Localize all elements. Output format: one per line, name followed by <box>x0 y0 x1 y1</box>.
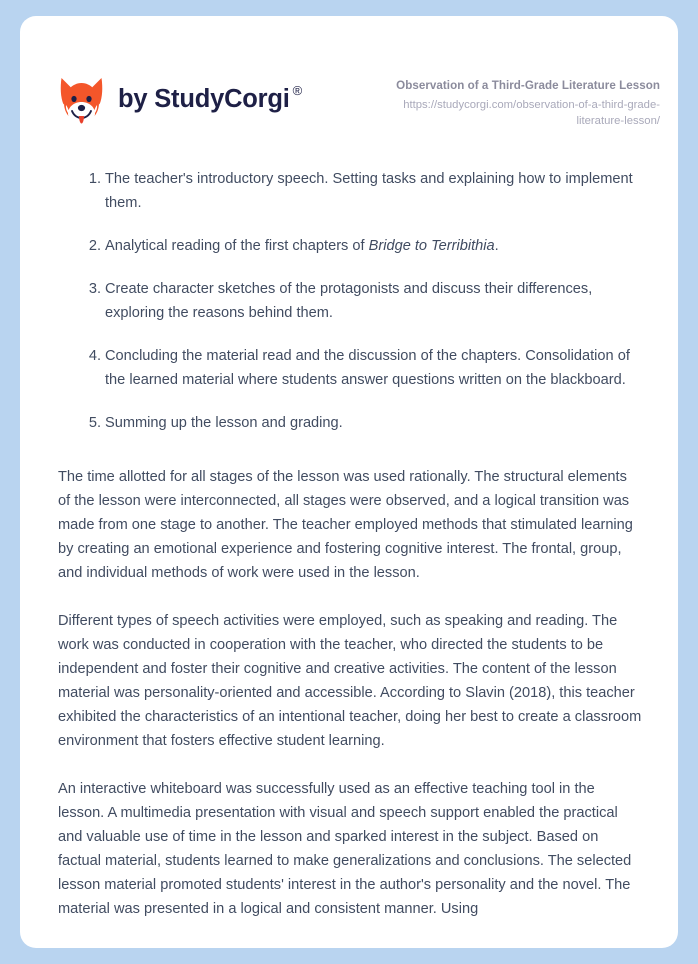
list-item-number: 4. <box>88 347 101 364</box>
brand-logo-group <box>58 73 302 125</box>
document-header <box>20 16 678 129</box>
paragraph: An interactive whiteboard was successfully used as an effective teaching tool in the lesson. A multimedia presentation with visual and speech support enabled the practical and valuable use of time in the lesson and sparked interest in the subject. Based on factual material, students learned to make generalizations and conclusions. The selected lesson material promoted students' interest in the author's personality and the novel. The material was presented in a logical and consistent manner. Using <box>58 780 632 917</box>
list-item-number: 3. <box>88 280 101 297</box>
corgi-face-icon <box>58 75 105 125</box>
book-title-italic: Bridge to Terribithia <box>368 237 495 254</box>
list-item-text-after: . <box>494 237 499 254</box>
body-paragraphs <box>58 465 642 921</box>
list-item-text: Summing up the lesson and grading. <box>105 414 343 431</box>
list-item-number: 5. <box>88 414 101 431</box>
list-item-number: 2. <box>88 237 101 254</box>
paragraph: Different types of speech activities were employed, such as speaking and reading. The work was conducted in cooperation with the teacher, who directed the students to be independent and foster their cognitive and creative activities. The content of the lesson material was personality-oriented and accessible. According to Slavin (2018), this teacher exhibited the characteristics of an intentional teacher, doing her best to create a classroom environment that fosters effective student learning. <box>58 612 642 749</box>
list-item <box>58 167 642 215</box>
brand-name-text: by StudyCorgi <box>118 85 290 114</box>
list-item-text: Create character sketches of the protagonists and discuss their differences, exploring the reasons behind them. <box>105 280 593 321</box>
list-item-number: 1. <box>88 170 101 187</box>
page-title: Observation of a Third-Grade Literature Lesson <box>396 79 660 92</box>
list-item-text: Concluding the material read and the discussion of the chapters. Consolidation of the learned material where students answer questions written on the blackboard. <box>105 347 630 388</box>
paragraph: The time allotted for all stages of the lesson was used rationally. The structural elements of the lesson were interconnected, all stages were observed, and a logical transition was made from one stage to another. The teacher employed methods that stimulated learning by creating an emotional experience and fostering cognitive interest. The frontal, group, and individual methods of work were used in the lesson. <box>58 468 633 581</box>
document-page <box>20 16 678 948</box>
document-body <box>20 167 678 921</box>
list-item <box>58 411 642 435</box>
list-item <box>58 277 642 325</box>
registered-trademark-icon: ® <box>292 83 303 99</box>
source-url: https://studycorgi.com/observation-of-a-third-grade-literature-lesson/ <box>403 98 660 127</box>
list-item <box>58 234 642 258</box>
list-item-text-before: Analytical reading of the first chapters of <box>105 237 369 254</box>
lesson-steps-list <box>58 167 642 435</box>
brand-wordmark <box>118 83 303 114</box>
list-item <box>58 344 642 392</box>
list-item-text: The teacher's introductory speech. Setting tasks and explaining how to implement them. <box>105 170 633 211</box>
document-meta <box>360 73 660 129</box>
